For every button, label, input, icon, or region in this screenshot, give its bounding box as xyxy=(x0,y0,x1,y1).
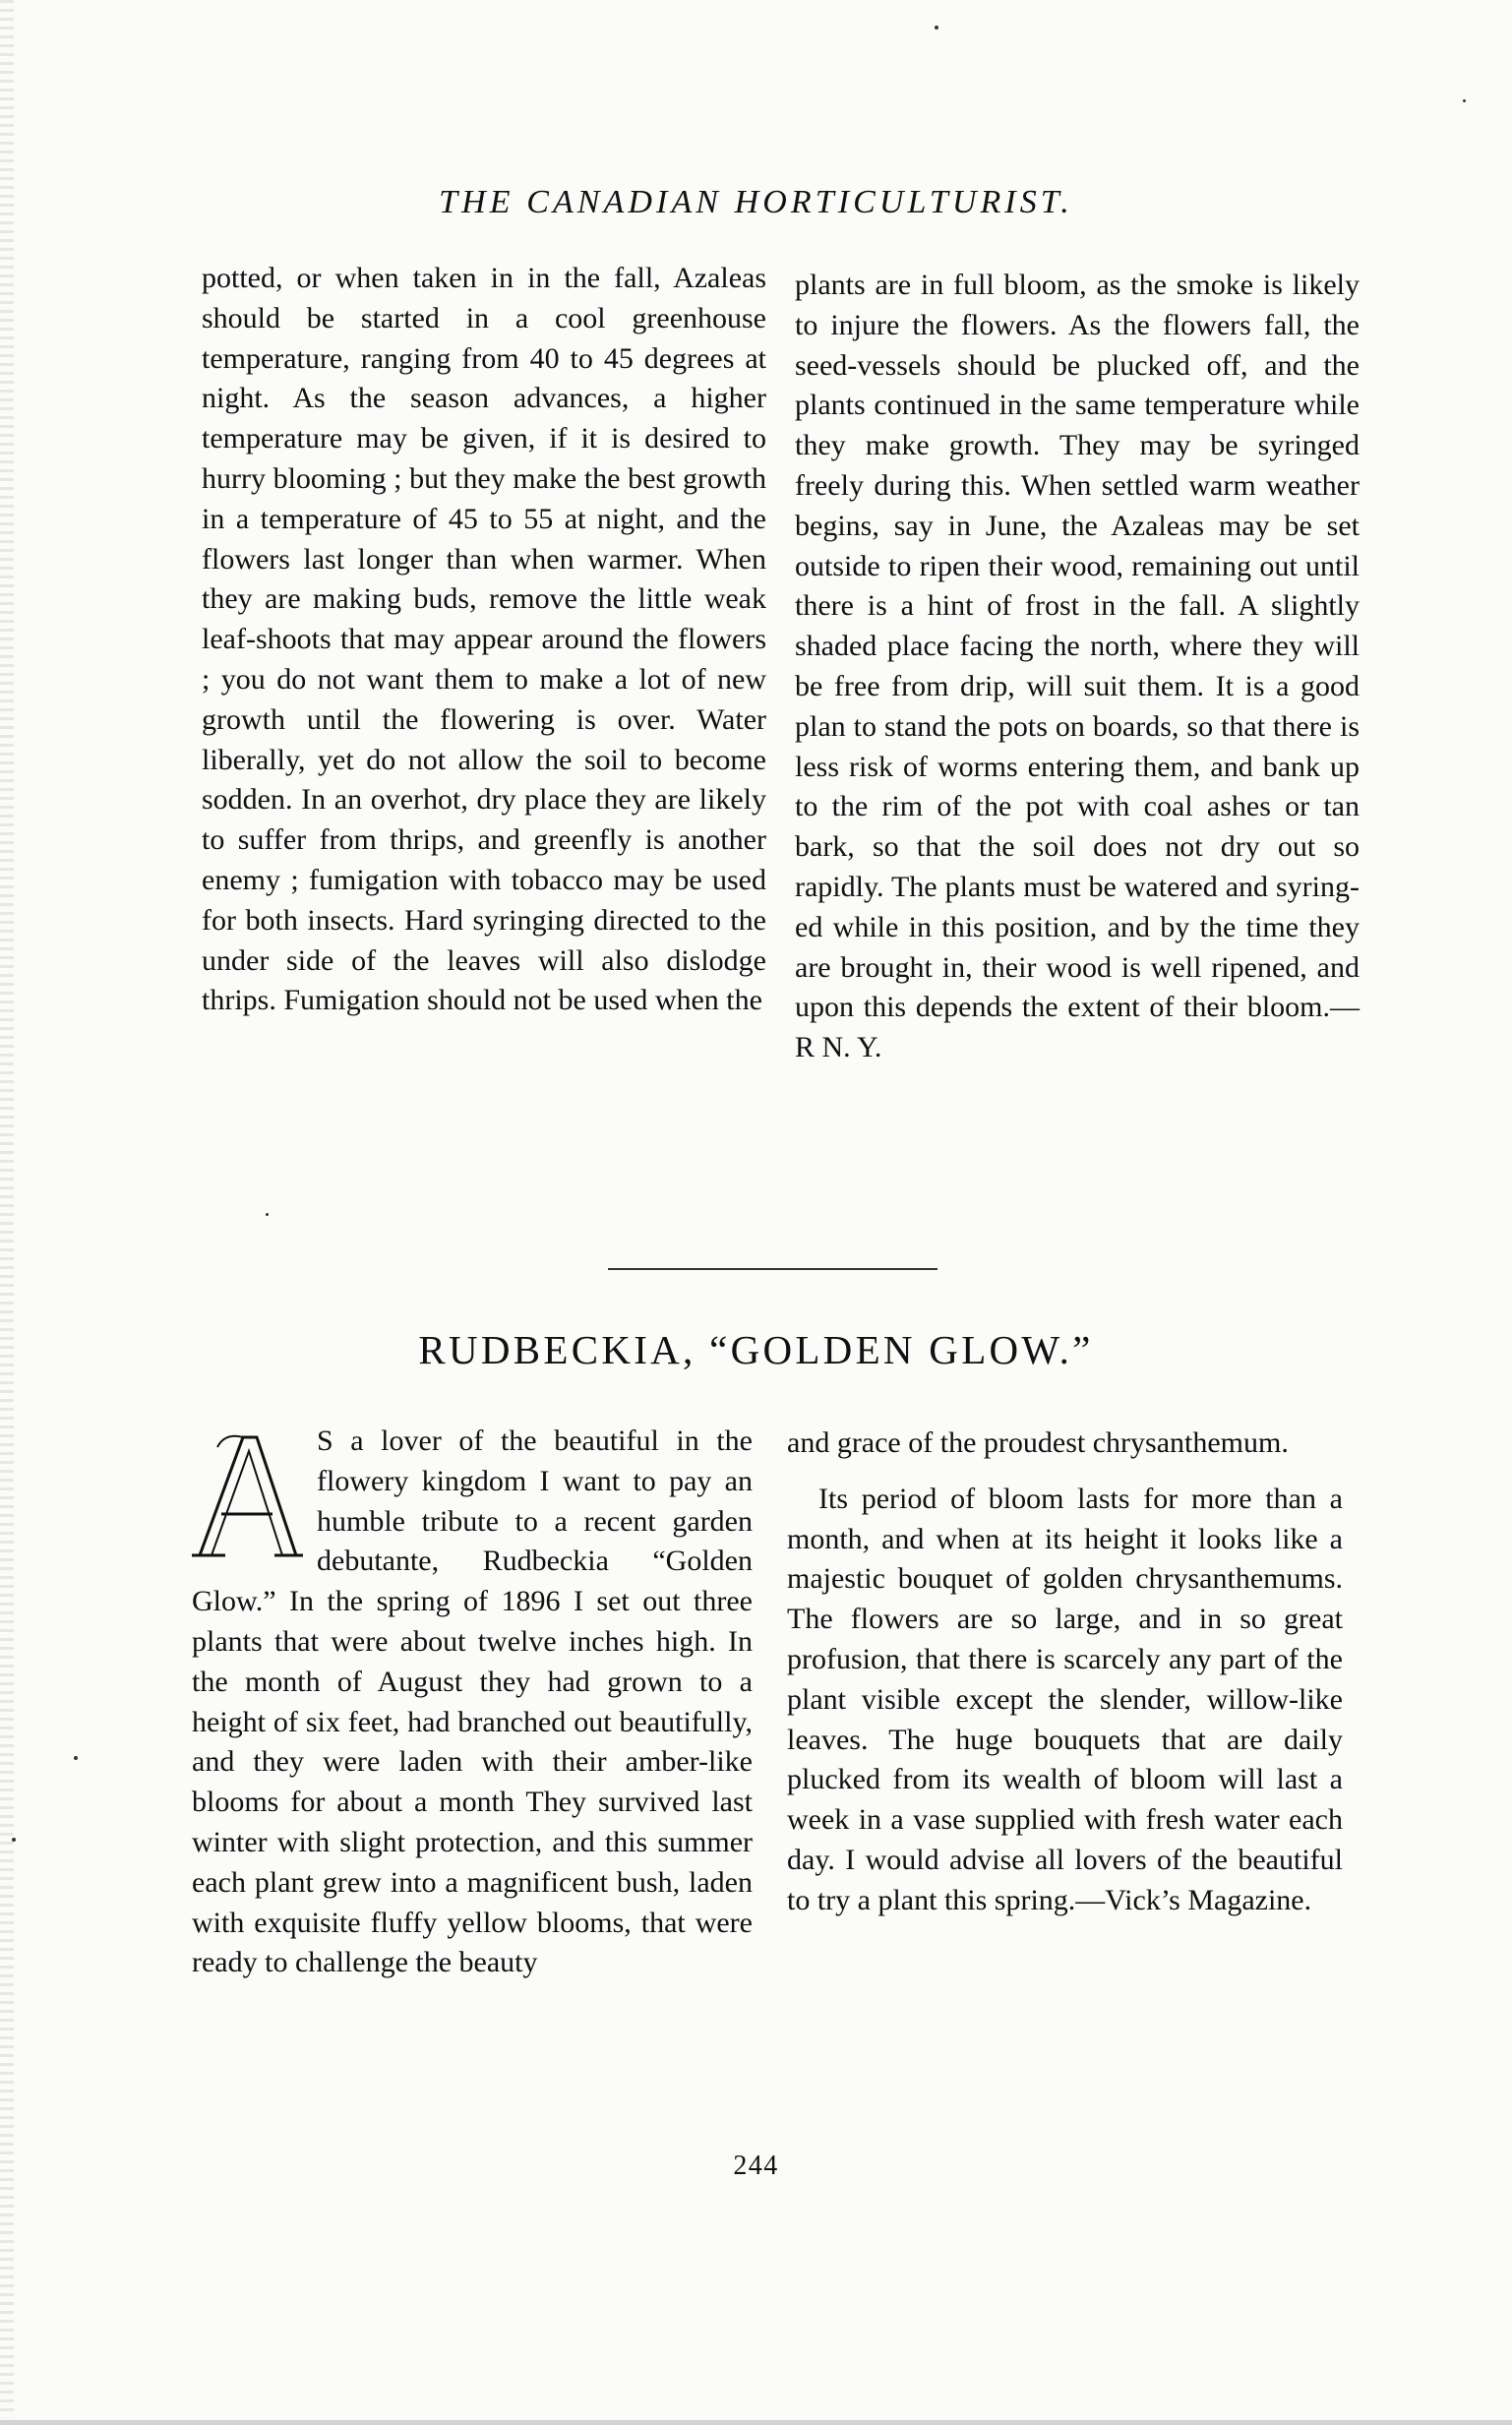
article-right-paragraph-2: Its period of bloom lasts for more than a month, and when at its height it looks like a majestic bouquet of golden chrysanthemums. The flowers are so large, and in so great profusion, that there is scarcely any part of the plant visible except the slender, willow-like leaves. The huge bouquets that are daily plucked from its wealth of bloom will last a week in a vase supplied with fresh water each day. I would advise all lovers of the beautiful to try a plant this spring.—Vick’s Magazine. xyxy=(787,1482,1343,1916)
drop-cap-letter xyxy=(192,1427,303,1563)
page-number: 244 xyxy=(733,2151,779,2181)
scan-speck xyxy=(12,1838,16,1842)
section-divider xyxy=(608,1268,937,1270)
article-right-column xyxy=(787,1424,1343,1921)
article-title: RUDBECKIA, “GOLDEN GLOW.” xyxy=(418,1327,1094,1372)
top-right-column: plants are in full bloom, as the smoke is likely to injure the flowers. As the flowers fall, the seed-vessels should be plucked off, and the plants continued in the same temperature while they make growth. They may be syringed freely during this. When settled warm weather begins, say in June, the Azaleas may be set outside to ripen their wood, remaining out until there is a hint of frost in the fall. A slightly shaded place facing the north, where they will be free from drip, will suit them. It is a good plan to stand the pots on boards, so that there is less risk of worms entering them, and bank up to the rim of the pot with coal ashes or tan bark, so that the soil does not dry out so rapidly. The plants must be watered and syringed while in this position, and by the time they are brought in, their wood is well ripened, and upon this depends the extent of their bloom.—R N. Y. xyxy=(795,269,1360,1064)
article-left-column xyxy=(192,1422,753,1983)
scan-speck xyxy=(266,1213,269,1216)
drop-cap xyxy=(192,1427,303,1563)
svg-text:A: A xyxy=(246,1540,248,1541)
top-left-column: potted, or when taken in in the fall, Azaleas should be started in a cool greenhouse temperature, ranging from 40 to 45 degrees at night. As the season advances, a higher temperature may be given, if it is desired to hurry blooming ; but they make the best growth in a temperature of 45 to 55 at night, and the flowers last longer than when warmer. When they are making buds, remove the little weak leaf-shoots that may appear around the flowers ; you do not want them to make a lot of new growth until the flowering is over. Water liberally, yet do not allow the soil to become sodden. In an overhot, dry place they are likely to suffer from thrips, and greenfly is another enemy ; fumigation with tobacco may be used for both insects. Hard syringing directed to the under side of the leaves will also dislodge thrips. Fumigation should not be used when the xyxy=(202,262,766,1017)
article-left-text: S a lover of the beautiful in the flowery kingdom I want to pay an humble tribute to a recent garden debutante, Rudbeckia “Golden Glow.” In the spring of 1896 I set out three plants that were about twelve inches high. In the month of August they had grown to a height of six feet, had branched out beautifully, and they were laden with their amber-like blooms for about a month They survived last winter with slight protection, and this summer each plant grew into a magnificent bush, laden with exquisite fluffy yellow blooms, that were ready to challenge the beauty xyxy=(192,1425,753,1979)
article-right-paragraph-1: and grace of the proudest chrysanthemum. xyxy=(787,1426,1289,1459)
running-head: THE CANADIAN HORTICULTURIST. xyxy=(439,184,1073,220)
scan-bottom-edge xyxy=(0,2411,1512,2425)
scan-left-edge xyxy=(0,0,14,2425)
scan-speck xyxy=(74,1756,78,1760)
scan-speck xyxy=(935,26,938,30)
scan-speck xyxy=(1463,99,1466,102)
